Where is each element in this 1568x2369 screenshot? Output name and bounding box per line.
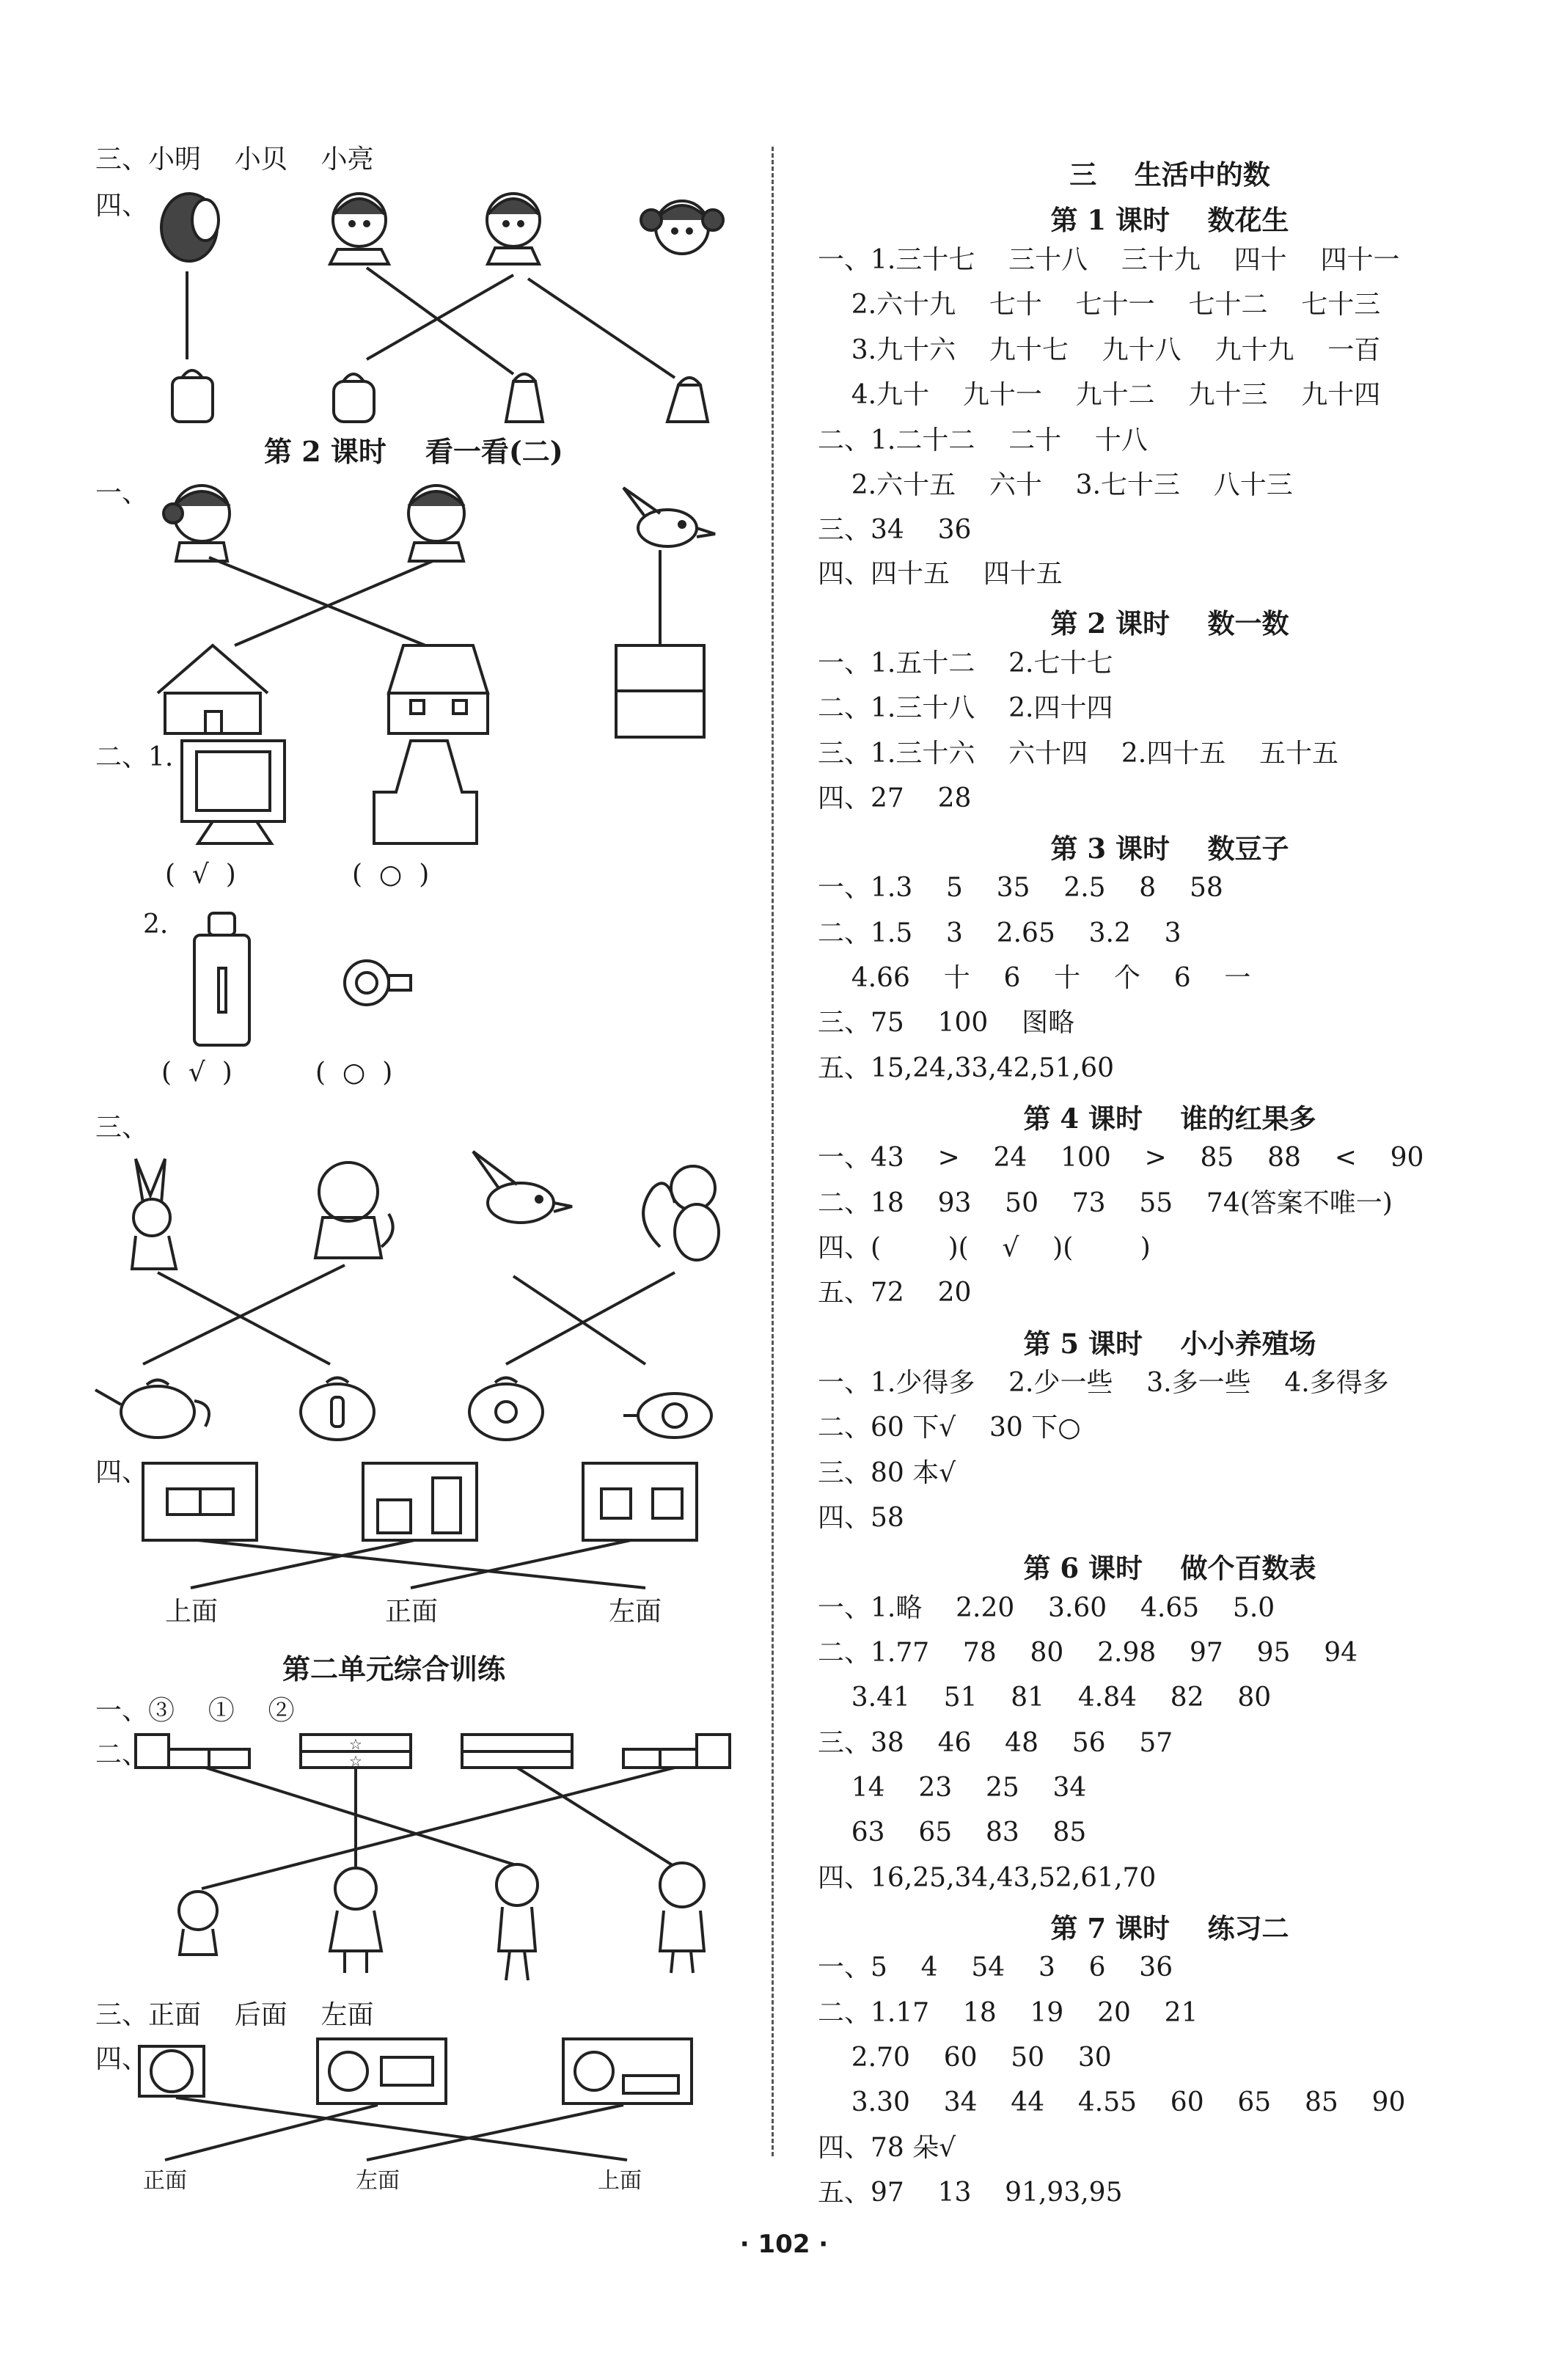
block-row <box>623 1735 730 1768</box>
column-divider <box>772 147 774 2156</box>
house-icon <box>389 645 488 733</box>
answer-line: 四、16,25,34,43,52,61,70 <box>818 1863 1157 1893</box>
answer-line: 一、1.略 2.20 3.60 4.65 5.0 <box>818 1593 1275 1623</box>
girl-back-icon <box>161 194 219 261</box>
look2-q2-1-answer-b: ( ○ ) <box>352 860 430 890</box>
answer-line: 一、43 > 24 100 > 85 88 < 90 <box>818 1143 1424 1173</box>
lesson-title: 第 1 课时 数花生 <box>1050 204 1289 236</box>
page-number: · 102 · <box>739 2230 829 2259</box>
answer-line: 三、80 本√ <box>818 1458 956 1488</box>
backpack-icon <box>334 374 374 422</box>
child-icon <box>179 1892 217 1955</box>
answer-line: 二、1.三十八 2.四十四 <box>818 693 1113 723</box>
teapot-icon <box>469 1378 543 1440</box>
unit-review-title: 第二单元综合训练 <box>282 1652 506 1685</box>
answer-line: 四、四十五 四十五 <box>818 559 1063 589</box>
lesson-title: 第 2 课时 数一数 <box>1050 607 1289 640</box>
answer-line: 三、38 46 48 56 57 <box>818 1728 1173 1758</box>
answer-line: 四、58 <box>818 1503 904 1533</box>
house-icon <box>158 645 268 733</box>
view-label: 正面 <box>143 2168 187 2194</box>
answer-line: 2.70 60 50 30 <box>818 2043 1112 2073</box>
unit-q1: 一、③ ① ② <box>95 1696 295 1726</box>
look2-q2-2-answer-b: ( ○ ) <box>315 1058 393 1088</box>
view-label: 左面 <box>356 2168 400 2194</box>
teapot-icon <box>95 1380 209 1438</box>
rabbit-icon <box>132 1159 176 1269</box>
child-icon <box>660 1863 704 1973</box>
stove-hood-icon <box>374 741 477 843</box>
answer-line: 一、1.三十七 三十八 三十九 四十 四十一 <box>818 245 1400 275</box>
section-title: 三 生活中的数 <box>1069 158 1270 191</box>
view-label: 正面 <box>385 1597 439 1627</box>
backpack-icon <box>506 374 543 422</box>
view-box <box>143 1463 257 1540</box>
block-row <box>301 1735 411 1770</box>
svg-text:☆: ☆ <box>349 1752 362 1770</box>
answer-line: 3.九十六 九十七 九十八 九十九 一百 <box>818 335 1381 365</box>
answer-line: 63 65 83 85 <box>818 1817 1087 1848</box>
child-icon <box>330 1868 381 1973</box>
boy-icon <box>330 194 389 264</box>
block-row <box>462 1735 572 1768</box>
block-row <box>136 1735 249 1768</box>
answer-line: 2.六十九 七十 七十一 七十二 七十三 <box>818 290 1381 320</box>
house-icon <box>616 645 704 737</box>
view-box <box>583 1463 697 1540</box>
answer-line: 4.66 十 6 十 个 6 一 <box>818 963 1251 993</box>
child-icon <box>497 1864 538 1980</box>
monkey-back-icon <box>315 1162 393 1258</box>
lesson-title: 第 5 课时 小小养殖场 <box>1023 1328 1316 1360</box>
boy-icon <box>409 486 464 561</box>
left-ans-4: 四、 <box>95 191 149 221</box>
lesson-title: 第 7 课时 练习二 <box>1050 1912 1289 1944</box>
teapot-icon <box>301 1378 374 1440</box>
view-box <box>318 2039 446 2103</box>
bird-icon <box>623 488 715 546</box>
teapot-icon <box>623 1394 711 1438</box>
answer-line: 一、1.少得多 2.少一些 3.多一些 4.多得多 <box>818 1368 1389 1398</box>
cup-icon <box>345 961 411 1005</box>
view-box <box>139 2046 204 2096</box>
monitor-icon <box>182 741 285 843</box>
unit-q4: 四、 <box>95 2044 149 2074</box>
answer-line: 二、1.二十二 二十 十八 <box>818 425 1148 455</box>
look2-q2-1-answer-a: ( √ ) <box>165 860 236 890</box>
look2-q2-1: 二、1. <box>95 742 174 772</box>
view-box <box>363 1463 477 1540</box>
answer-line: 四、78 朵√ <box>818 2133 956 2163</box>
unit-q2: 二、 <box>95 1740 149 1770</box>
look2-q2-2: 2. <box>143 909 169 940</box>
boy-icon <box>487 194 540 264</box>
girl-icon <box>164 486 230 561</box>
look2-q1: 一、 <box>95 478 149 508</box>
answer-line: 三、1.三十六 六十四 2.四十五 五十五 <box>818 739 1339 769</box>
answer-line: 3.41 51 81 4.84 82 80 <box>818 1683 1272 1713</box>
lesson-title: 第 4 课时 谁的红果多 <box>1023 1102 1316 1135</box>
look2-q3: 三、 <box>95 1113 149 1143</box>
answer-line: 14 23 25 34 <box>818 1773 1087 1803</box>
svg-text:☆: ☆ <box>349 1735 362 1753</box>
backpack-icon <box>667 378 708 422</box>
answer-line: 三、34 36 <box>818 515 972 545</box>
answer-line: 二、18 93 50 73 55 74(答案不唯一) <box>818 1188 1393 1218</box>
answer-line: 一、5 4 54 3 6 36 <box>818 1952 1173 1982</box>
girl-icon <box>641 201 723 254</box>
bottle-icon <box>194 913 249 1045</box>
lesson-title: 第 6 课时 做个百数表 <box>1023 1552 1316 1584</box>
answer-line: 五、15,24,33,42,51,60 <box>818 1053 1115 1083</box>
lesson-title: 第 3 课时 数豆子 <box>1050 832 1289 865</box>
answer-line: 一、1.五十二 2.七十七 <box>818 648 1113 678</box>
answer-line: 四、27 28 <box>818 783 972 813</box>
look2-q4: 四、 <box>95 1457 149 1487</box>
bird-icon <box>473 1151 572 1223</box>
answer-line: 二、1.5 3 2.65 3.2 3 <box>818 918 1182 948</box>
answer-line: 二、60 下√ 30 下○ <box>818 1413 1081 1443</box>
view-label: 上面 <box>598 2168 642 2194</box>
view-box <box>563 2039 692 2103</box>
squirrel-icon <box>643 1166 719 1260</box>
unit-q3: 三、正面 后面 左面 <box>95 2000 374 2030</box>
view-label: 上面 <box>165 1597 219 1627</box>
answer-line: 五、72 20 <box>818 1278 972 1308</box>
answer-line: 2.六十五 六十 3.七十三 八十三 <box>818 470 1293 500</box>
look2-q2-2-answer-a: ( √ ) <box>161 1058 232 1088</box>
lesson-title-look2: 第 2 课时 看一看(二) <box>264 435 563 468</box>
view-label: 左面 <box>609 1597 662 1627</box>
answer-line: 四、( )( √ )( ) <box>818 1233 1151 1263</box>
left-ans-3: 三、小明 小贝 小亮 <box>95 144 374 175</box>
backpack-icon <box>172 370 213 422</box>
answer-line: 4.九十 九十一 九十二 九十三 九十四 <box>818 380 1381 410</box>
answer-line: 3.30 34 44 4.55 60 65 85 90 <box>818 2087 1406 2117</box>
answer-line: 五、97 13 91,93,95 <box>818 2178 1123 2208</box>
answer-line: 三、75 100 图略 <box>818 1008 1075 1038</box>
answer-line: 二、1.77 78 80 2.98 97 95 94 <box>818 1638 1358 1668</box>
answer-line: 二、1.17 18 19 20 21 <box>818 1998 1198 2028</box>
answer-line: 一、1.3 5 35 2.5 8 58 <box>818 873 1223 903</box>
